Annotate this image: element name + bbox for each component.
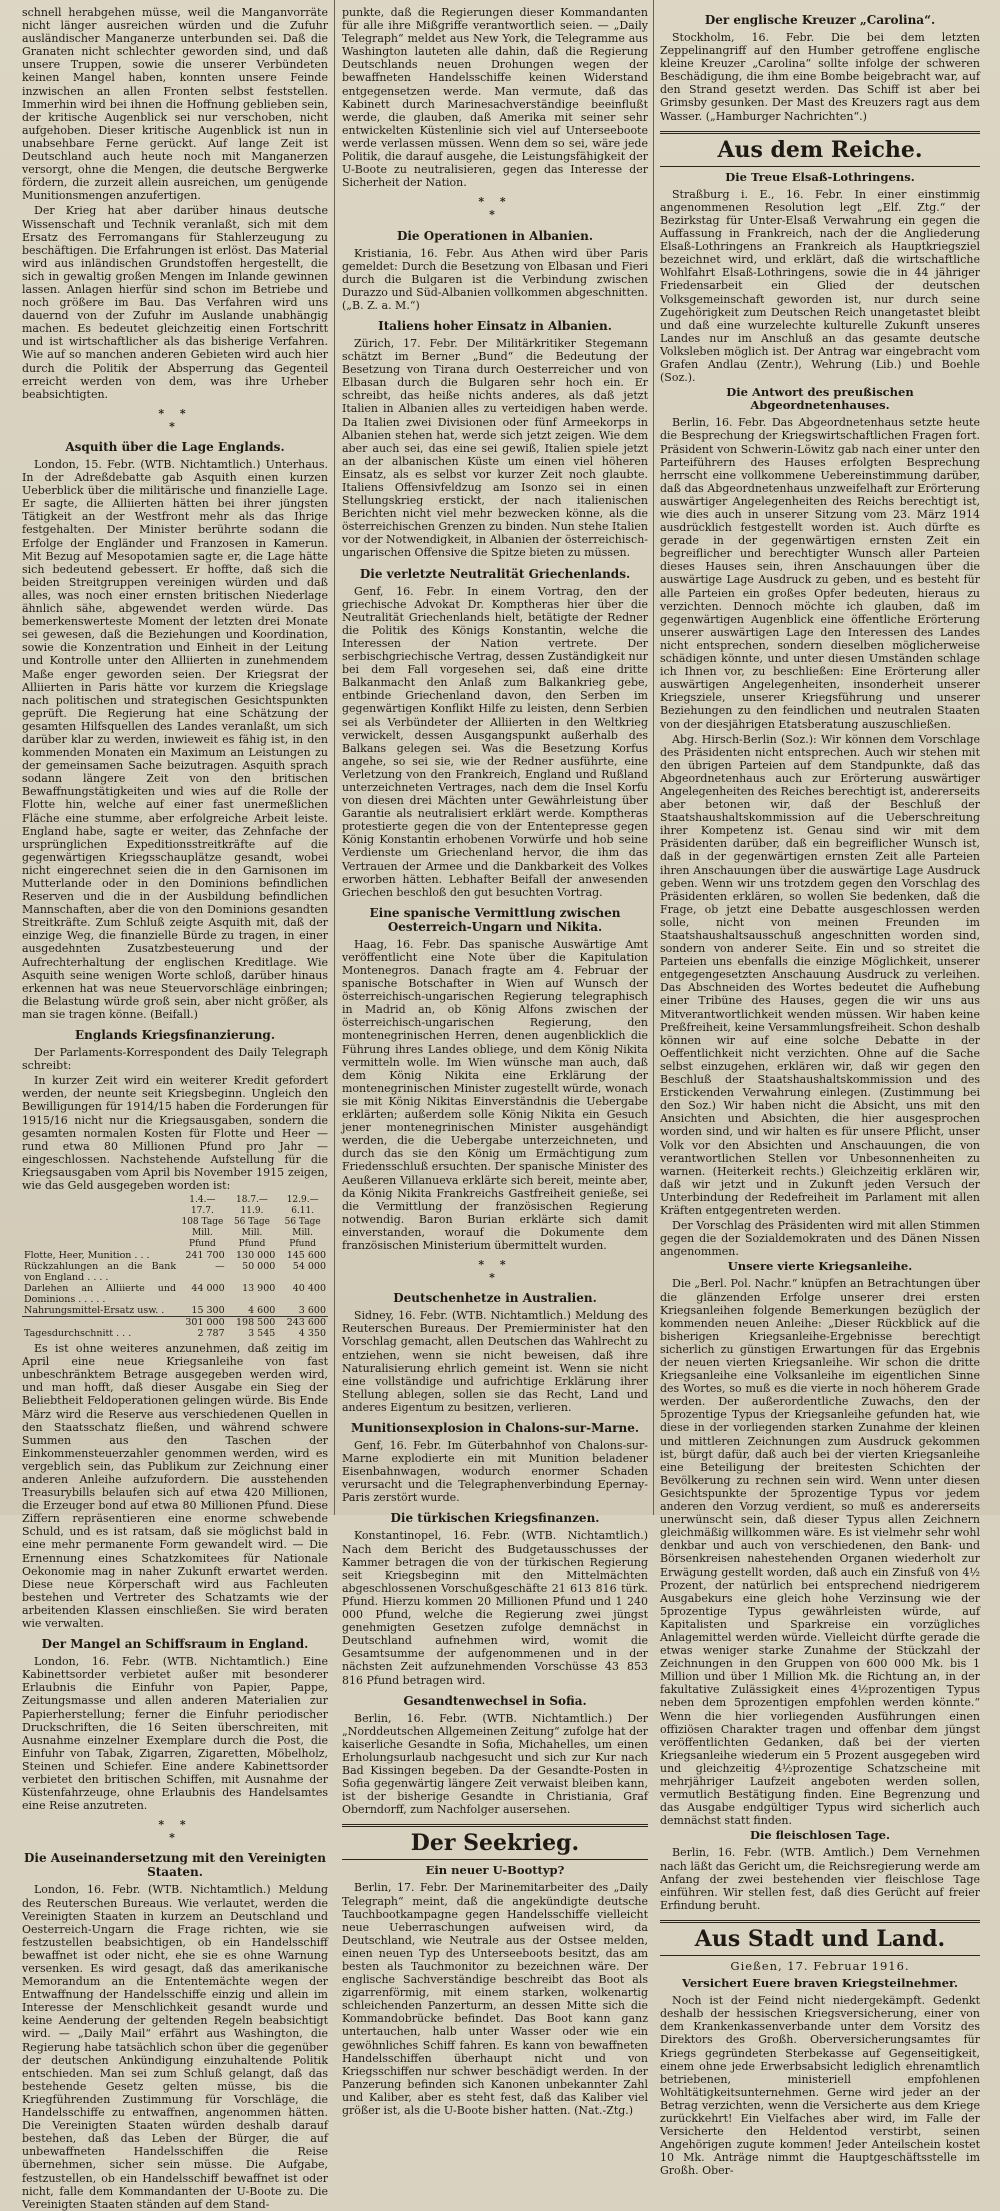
column-rule	[334, 0, 335, 1515]
article-headline: Asquith über die Lage Englands.	[65, 440, 285, 454]
column-3	[660, 0, 980, 2178]
table-row: Darlehen an Alliierte und Dominions . . . . . 44 000 13 900 40 400	[24, 1283, 326, 1306]
article-paragraph: Der Vorschlag des Präsidenten wird mit allen Stimmen gegen die der Sozialdemokraten und des Dänen Nissen angenommen.	[660, 1219, 980, 1259]
column-2	[342, 0, 648, 2118]
section-banner	[342, 1824, 648, 1860]
article-headline: Der Mangel an Schiffsraum in England.	[41, 1637, 309, 1652]
section-title: Aus dem Reiche.	[717, 136, 923, 163]
article-paragraph: Der Krieg hat aber darüber hinaus deutsche Wissenschaft und Technik veranlaßt, sich mit dem Ersatz des Ferromangans für Stahlerzeugung zu beschäftigen. Die Erfahrungen ist erlöst. Das Material wird aus inländischen Grundstoffen hergestellt, die sich in gewaltig großen Mengen im Inlande gewinnen lassen. Anlagen hierfür sind schon im Betriebe und noch größere im Bau. Das Verfahren wird uns dauernd von der Zufuhr im Auslande unabhängig machen. Es bedeutet gleichzeitig einen Fortschritt und ist wirtschaftlicher als das bisherige Verfahren. Wie auf so manchen anderen Gebieten wird auch hier durch die Politik der Absperrung das Gegenteil erreicht werden von dem, was ihre Urheber beabsichtigten.	[22, 204, 328, 401]
article-paragraph: In kurzer Zeit wird ein weiterer Kredit gefordert werden, der neunte seit Kriegsbeginn. Ungleich den Bewilligungen für 1914/15 haben die Forderungen für 1915/16 nicht nur die Kriegsausgaben, sondern die gesamten normalen Kosten für Flotte und Heer — rund etwa 80 Millionen Pfund pro Jahr — eingeschlossen. Nachstehende Aufstellung für die Kriegsausgaben vom April bis November 1915 zeigen, wie das Geld ausgegeben worden ist:	[22, 1074, 328, 1192]
section-divider: * * *	[158, 406, 192, 433]
table-row: Tagesdurchschnitt . . . 2 787 3 545 4 350	[24, 1328, 326, 1340]
article-paragraph: Berlin, 16. Febr. (WTB. Amtlich.) Dem Vernehmen nach läßt das Gericht um, die Reichsregierung werde am Anfang der zwei bestehenden vier fleischlose Tage einführen. Wir stellen fest, daß dies Gerücht auf freier Erfindung beruht.	[660, 1846, 980, 1912]
article-paragraph: London, 15. Febr. (WTB. Nichtamtlich.) Unterhaus. In der Adreßdebatte gab Asquith einen kurzen Ueberblick über die militärische und finanzielle Lage. Er sagte, die Alliierten hätten bei ihrer jüngsten Tätigkeit an der Westfront mehr als das Ihrige festgehalten. Der Minister berührte sodann die Erfolge der Engländer und Franzosen in Kamerun. Mit Bezug auf Mesopotamien sagte er, die Lage hätte sich bedeutend gebessert. Er hoffte, daß sich die beiden Streitgruppen vereinigen würden und daß alles, was noch einer ernsten britischen Niederlage ähnlich sähe, abgewendet werden würde. Das bemerkenswerteste Moment der letzten drei Monate sei gewesen, daß die Beziehungen und Koordination, sowie die Konzentration und Einheit in der Leitung und Kontrolle unter den Alliierten in zunehmendem Maße enger geworden seien. Der Kriegsrat der Alliierten in Paris hätte vor kurzem die Kriegslage nach politischen und strategischen Gesichtspunkten geprüft. Die Regierung hat eine Schätzung der gesamten Hilfsquellen des Landes veranlaßt, um sich darüber klar zu werden, inwieweit es fähig ist, in den kommenden Monaten ein Maximum an Leistungen zu der gemeinsamen Sache beizutragen. Asquith sprach sodann längere Zeit von den britischen Bewaffnungstätigkeiten und wies auf die Rolle der Flotte hin, welche auf einer fast unermeßlichen Fläche eine stumme, aber erfolgreiche Arbeit leiste. England habe, sagte er weiter, das Zehnfache der ursprünglichen Expeditionsstreitkräfte auf die gegenwärtigen Kriegsschauplätze gesandt, wobei nicht eingerechnet seien die in den Garnisonen im Mutterlande oder in den Dominions befindlichen Reserven und die in der Ausbildung befindlichen Mannschaften, aber die von den Dominions gesandten Streitkräfte. Zum Schluß zeigte Asquith mit, daß der einzige Weg, die finanzielle Bürde zu tragen, in einer ausgedehnten Zusatzbesteuerung und der Aufrechterhaltung der englischen Kreditlage. Wie Asquith seine wenigen Worte schloß, darüber hinaus erkennen hat was neue Steuervorschläge einbringen; die Belastung würde groß sein, aber nicht größer, als man sie tragen könne. (Beifall.)	[22, 458, 328, 1021]
article-headline: Versichert Euere braven Kriegsteilnehmer.	[681, 1976, 959, 1991]
article-headline: Gesandtenwechsel in Sofia.	[403, 1693, 587, 1708]
table-header: 12.9.—6.11. 56 Tage Mill. Pfund	[284, 1195, 321, 1250]
article-headline: Deutschenhetze in Australien.	[393, 1291, 597, 1306]
article-headline: Der englische Kreuzer „Carolina“.	[704, 13, 936, 27]
article-paragraph: Berlin, 17. Febr. Der Marinemitarbeiter des „Daily Telegraph“ meint, daß die angekündigte deutsche Tauchbootkampagne gegen Handelsschiffe vielleicht neue Ueberraschungen aufweisen wird, da Deutschland, wie Neutrale aus der Ostsee melden, einen neuen Typ des Unterseeboots besitzt, das am besten als Tauchmonitor zu bezeichnen wäre. Der englische Sachverständige beschreibt das Boot als zigarrenförmig, mit einem starken, wolkenartig schleichenden Panzerturm, an dessen Mitte sich die Kommandobrücke befindet. Das Boot kann ganz untertauchen, halb unter Wasser oder wie ein gewöhnliches Schiff fahren. Es kann von bewaffneten Handelsschiffen überhaupt nicht und von Kriegsschiffen nur schwer beschädigt werden. In der Panzerung befinden sich Kanonen unbekannter Zahl und Kaliber, aber es steht fest, daß das Kaliber viel größer ist, als die U-Boote bisher hatten. (Nat.-Ztg.)	[342, 1881, 648, 2118]
column-rule	[653, 0, 654, 1515]
article-paragraph: Haag, 16. Febr. Das spanische Auswärtige Amt veröffentlicht eine Note über die Kapitulation Montenegros. Danach fragte am 4. Februar der spanische Botschafter in Wien auf Wunsch der österreichisch-ungarischen Regierung telegraphisch in Madrid an, ob König Alfons zwischen der österreichisch-ungarischen Regierung, den montenegrinischen Herren, denen augenblicklich die Führung ihres Landes obliege, und dem König Nikita vermitteln wolle. Im Wien wünsche man auch, daß dem König Nikita eine Erklärung der montenegrinischen Minister zugestellt würde, wonach sie mit König Nikitas Einverständnis die Uebergabe erklärten; außerdem solle König Nikita ein Gesuch jener montenegrinischen Minister ausgehändigt werden, die die Uebergabe unterzeichneten, und durch das sie den König um Ermächtigung zum Friedensschluß ersuchten. Der spanische Minister des Aeußeren Villanueva erklärte sich bereit, meinte aber, da König Nikita Frankreichs Gastfreiheit genieße, sei die Vermittlung der französischen Regierung notwendig. Baron Burian erklärte sich damit einverstanden, worauf die Dokumente dem französischen Ministerium übermittelt wurden.	[342, 937, 648, 1252]
section-divider: * * *	[158, 1818, 192, 1845]
article-paragraph: Zürich, 17. Febr. Der Militärkritiker Stegemann schätzt im Berner „Bund“ die Bedeutung der Besetzung von Tirana durch Oesterreicher und von Elbasan durch die Bulgaren sehr hoch ein. Er schreibt, das heiße nichts anderes, als daß jetzt Italien in Albanien alles zu verteidigen haben werde. Da Italien zwei Divisionen oder fünf Armeekorps in Albanien stehen hat, werde sich jetzt zeigen. Wie dem aber auch sei, das eine sei gewiß, Italien spiele jetzt an der albanischen Küste um einen viel höheren Einsatz, als es selbst vor kurzer Zeit noch glaubte. Italiens Offensivfeldzug am Isonzo sei in einen Stellungskrieg erstickt, der nach italienischen Berichten nicht viel mehr bezwecken könne, als die österreichischen Grenzen zu binden. Nun stehe Italien vor der Notwendigkeit, in Albanien der österreichisch-ungarischen Offensive die Spitze bieten zu müssen.	[342, 336, 648, 560]
article-paragraph: punkte, daß die Regierungen dieser Kommandanten für alle ihre Mißgriffe verantwortlich seien. — „Daily Telegraph“ meldet aus New York, die Telegramme aus Washington lauteten alle dahin, daß die Regierung Deutschlands neuen Drohungen wegen der bewaffneten Handelsschiffe keinen Widerstand entgegensetzen werde. Man vermute, daß das Kabinett durch Marinesachverständige beeinflußt werde, die glauben, daß Amerika mit seiner sehr entwickelten Küstenlinie sich viel auf Unterseeboote werde verlassen müssen. Wenn dem so sei, wäre jede Politik, die darauf ausgehe, die Leistungsfähigkeit der U-Boote zu neutralisieren, gegen das Interesse der Sicherheit der Nation.	[342, 6, 648, 190]
article-headline: Unsere vierte Kriegsanleihe.	[727, 1259, 913, 1274]
dateline: Gießen, 17. Februar 1916.	[730, 1958, 910, 1973]
table-row: Flotte, Heer, Munition . . . 241 700 130 000 145 600	[24, 1250, 326, 1262]
table-row: Rückzahlungen an die Bank von England . . . . — 50 000 54 000	[24, 1261, 326, 1284]
article-headline: Eine spanische Vermittlung zwischen Oesterreich-Ungarn und Nikita.	[369, 905, 621, 934]
article-paragraph: Der Parlaments-Korrespondent des Daily Telegraph schreibt:	[22, 1046, 328, 1073]
article-headline: Ein neuer U-Boottyp?	[425, 1863, 565, 1878]
article-headline: Munitionsexplosion in Chalons-sur-Marne.	[350, 1421, 640, 1435]
article-paragraph: Berlin, 16. Febr. Das Abgeordnetenhaus setzte heute die Besprechung der Kriegswirtschaftlichen Fragen fort. Präsident von Schwerin-Löwitz gab nach einer unter den Parteiführern des Hauses erfolgten Besprechung herrscht eine vollkommene Uebereinstimmung darüber, daß das Abgeordnetenhaus unzweifelhaft zur Erörterung auswärtiger Angelegenheiten des Reichs berechtigt ist, wie dies auch in unserer Sitzung vom 23. März 1914 ausdrücklich festgestellt worden ist. Auch dürfte es gerade in der gegenwärtigen ernsten Zeit ein begreiflicher und berechtigter Wunsch aller Parteien dieses Hauses sein, ihren Anschauungen über die auswärtige Lage Ausdruck zu geben, und es besteht für alle Parteien ein großes Opfer bedeuten, hieraus zu verzichten. Dennoch möchte ich glauben, daß im gegenwärtigen Augenblick eine öffentliche Erörterung unserer auswärtigen Lage den Interessen des Landes nicht entsprechen, sondern dieselben möglicherweise schädigen könnte, und unter diesen Umständen schlage ich Ihnen vor, zu beschließen: Eine Erörterung aller auswärtigen Angelegenheiten, insonderheit unserer Kriegsziele, unserer Kriegsführung und unserer Beziehungen zu den feindlichen und neutralen Staaten von der diesjährigen Etatsberatung auszuschließen.	[660, 416, 980, 731]
table-row-total: 301 000 198 500 243 600	[22, 1317, 328, 1329]
table-header: 1.4.—17.7. 108 Tage Mill. Pfund	[181, 1195, 224, 1250]
finance-table	[22, 1195, 328, 1339]
article-headline: Die Antwort des preußischen Abgeordnetenhauses.	[726, 385, 914, 413]
article-paragraph: London, 16. Febr. (WTB. Nichtamtlich.) Meldung des Reuterschen Bureaus. Wie verlautet, werden die Vereinigten Staaten in kurzem an Deutschland und Oesterreich-Ungarn die Frage richten, wie sie festzustellen beabsichtigen, ob ein Handelsschiff bewaffnet ist oder nicht, ehe sie es ohne Warnung versenken. Es wird gesagt, daß das amerikanische Memorandum an die Ententemächte wegen der Entwaffnung der Handelsschiffe einzig und allein im Interesse der Menschlichkeit gesandt wurde und keine Aenderung der geltenden Regeln beabsichtigt wird. — „Daily Mail“ erfährt aus Washington, die Regierung habe tatsächlich schon über die gegenüber der deutschen Ankündigung einzuhaltende Politik entschieden. Man sei zum Schluß gelangt, daß das bestehende Gesetz gelten müsse, bis die Kriegführenden Zustimmung für Vorschläge, die Handelsschiffe zu entwaffnen, angenommen hätten. Die Vereinigten Staaten würden deshalb darauf bestehen, daß das Leben der Bürger, die auf unbewaffneten Handelsschiffen die Reise übernehmen, sicher sein müsse. Die Aufgabe, festzustellen, ob ein Handelsschiff bewaffnet ist oder nicht, falle dem Kommandanten der U-Boote zu. Die Vereinigten Staaten ständen auf dem Stand-	[22, 1883, 328, 2211]
article-headline: Die fleischlosen Tage.	[749, 1828, 890, 1843]
article-headline: Die Treue Elsaß-Lothringens.	[725, 169, 915, 184]
article-paragraph: Sidney, 16. Febr. (WTB. Nichtamtlich.) Meldung des Reuterschen Bureaus. Der Premierminister hat den Vorschlag gemacht, allen Deutschen das Wahlrecht zu entziehen, wenn sie nicht beweisen, daß ihre Naturalisierung ehrlich gemeint ist. Wenn sie nicht eine vollständige und aufrichtige Erklärung ihrer Stellung ablegen, sollen sie das Recht, Land und anderes Eigentum zu besitzen, verlieren.	[342, 1309, 648, 1414]
article-headline: Die verletzte Neutralität Griechenlands.	[359, 566, 631, 581]
section-title: Der Seekrieg.	[410, 1830, 580, 1857]
article-headline: Die türkischen Kriegsfinanzen.	[390, 1511, 600, 1526]
article-headline: Die Auseinandersetzung mit den Vereinigten Staaten.	[24, 1851, 326, 1880]
section-divider: * * *	[478, 1258, 512, 1285]
column-1	[22, 0, 328, 2211]
section-title: Aus Stadt und Land.	[694, 1925, 946, 1952]
article-headline: Die Operationen in Albanien.	[396, 228, 594, 243]
article-headline: Italiens hoher Einsatz in Albanien.	[378, 318, 612, 333]
article-paragraph: Abg. Hirsch-Berlin (Soz.): Wir können dem Vorschlage des Präsidenten nicht entsprechen. Auch wir stehen mit den übrigen Parteien auf dem Standpunkte, daß das Abgeordnetenhaus auch zur Erörterung auswärtiger Angelegenheiten des Reiches berechtigt ist, andererseits aber betonen wir, daß der Beschluß der Staatshaushaltskommission auf die Ueberschreitung ihrer Kompetenz ist. Genau sind wir mit dem Präsidenten darüber, daß ein begreiflicher Wunsch ist, daß in der gegenwärtigen ernsten Zeit alle Parteien ihren Anschauungen über die auswärtige Lage Ausdruck geben. Wenn wir uns trotzdem gegen den Vorschlag des Präsidenten erklären, so wollen Sie bedenken, daß die Frage, ob jetzt eine Debatte ausgeschlossen werden solle, nicht von meinen Freunden im Staatshaushaltsausschuß angeschnitten worden sind, sondern von anderer Seite. Ein und so streitet die Parteien uns ebenfalls die einzige Möglichkeit, unserer entgegengesetzten Anschauung Ausdruck zu verleihen. Das Abschneiden des Wortes bedeutet die Aufhebung einer Tribüne des Hauses, gegen die wir uns aus Mitverantwortlichkeit wenden müssen. Wir haben keine Preßfreiheit, keine Versammlungsfreiheit. Schon deshalb können wir auf eine solche Debatte in der Oeffentlichkeit nicht verzichten. Ohne auf die Sache selbst einzugehen, erklären wir, daß wir gegen den Beschluß der Staatshaushaltskommission und des Erstickenden Verwahrung einlegen. (Zustimmung bei den Soz.) Wir haben nicht die Absicht, uns mit den Ansichten und Absichten, die hier ausgesprochen worden sind, und wir halten es für unsere Pflicht, unser Volk vor den Absichten und Anschauungen, die von verantwortlichen Stellen vor Unbesonnenheiten zu warnen. (Heiterkeit rechts.) Gleichzeitig erklären wir, daß wir jetzt und in Zukunft jeden Versuch der Unterbindung der Redefreiheit im Parlament mit allen Kräften entgegentreten werden.	[660, 732, 980, 1217]
table-row: Nahrungsmittel-Ersatz usw. . 15 300 4 600 3 600	[24, 1305, 326, 1317]
article-paragraph: Genf, 16. Febr. In einem Vortrag, den der griechische Advokat Dr. Komptheras hier über die Neutralität Griechenlands hielt, betätigte der Redner die Politik des Königs Konstantin, welche die Interessen der Nation vertrete. Der serbischgriechische Vertrag, dessen Zuständigkeit nur bei dem Fall vorgesehen sei, daß eine dritte Balkanmacht den Anlaß zum Balkankrieg gebe, entbinde Griechenland davon, den Serben im gegenwärtigen Konflikt Hilfe zu leisten, denn Serbien sei als Verbündeter der Alliierten in den Weltkrieg verwickelt, dessen Ausgangspunkt außerhalb des Balkans gelegen sei. Was die Besetzung Korfus angehe, so sei sie, wie der Redner ausführte, eine Verletzung von den Frankreich, England und Rußland unterzeichneten Vertrages, nach dem die Insel Korfu von diesen drei Mächten unter Gewährleistung über Garantie als neutralisiert erklärt werde. Komptheras protestierte gegen die von der Ententepresse gegen König Konstantin erhobenen Vorwürfe und hob seine Verdienste um Griechenland hervor, die ihm das Vertrauen der Armee und die Dankbarkeit des Volkes erworben hätten. Lebhafter Beifall der anwesenden Griechen beschloß den gut besuchten Vortrag.	[342, 584, 648, 899]
article-paragraph: Es ist ohne weiteres anzunehmen, daß zeitig im April eine neue Kriegsanleihe von fast unbeschränktem Betrage ausgegeben werden wird, und man hofft, daß dieser Ausgabe ein Sieg der Beliebtheit Feldoperationen gelingen würde. Bis Ende März wird die Reserve aus verschiedenen Quellen in den Staatsschatz fließen, und während schwere Summen aus den Taschen der Einkommensteuerzahler genommen werden, wird es vergeblich sein, das Publikum zur Zeichnung einer anderen Anleihe aufzufordern. Die ausstehenden Treasurybills belaufen sich auf etwa 420 Millionen, die Erzeuger bond auf etwa 80 Millionen Pfund. Diese Ziffern repräsentieren eine enorme schwebende Schuld, und es ist ratsam, daß sie möglichst bald in eine mehr permanente Form gewandelt wird. — Die Ernennung eines Schatzkomitees für Nationale Oekonomie mag in naher Zukunft erwartet werden. Diese neue Körperschaft wird aus Fachleuten bestehen und Vertreter des Schatzamts wie der arbeitenden Klassen einschließen. Sie wird beraten wie verwalten.	[22, 1342, 328, 1631]
table-header: 18.7.—11.9. 56 Tage Mill. Pfund	[233, 1195, 271, 1250]
article-paragraph: Konstantinopel, 16. Febr. (WTB. Nichtamtlich.) Nach dem Bericht des Budgetausschusses der Kammer betragen die von der türkischen Regierung seit Kriegsbeginn mit den Mittelmächten abgeschlossenen Vorschußgeschäfte 21 613 816 türk. Pfund. Hierzu kommen 20 Millionen Pfund und 1 240 000 Pfund, welche die Regierung zwei jüngst genehmigten Gesetzen zufolge demnächst in Deutschland aufnehmen wird, womit die Gesamtsumme der aufgenommenen und in der nächsten Zeit aufzunehmenden Vorschüsse 43 853 816 Pfund betragen wird.	[342, 1529, 648, 1687]
article-headline: Englands Kriegsfinanzierung.	[74, 1028, 276, 1043]
article-paragraph: London, 16. Febr. (WTB. Nichtamtlich.) Eine Kabinettsorder verbietet außer mit besonderer Erlaubnis die Einfuhr von Papier, Pappe, Zeitungsmasse und allen anderen Materialien zur Papierherstellung; ferner die Einfuhr periodischer Druckschriften, die 16 Seiten überschreiten, mit Ausnahme einzelner Exemplare durch die Post, die Einfuhr von Tabak, Zigarren, Zigaretten, Möbelholz, Steinen und Schiefer. Eine andere Kabinettsorder verbietet den britischen Schiffen, mit Ausnahme der Küstenfahrzeuge, ohne Erlaubnis des Handelsamtes eine Reise anzutreten.	[22, 1655, 328, 1813]
article-paragraph: Kristiania, 16. Febr. Aus Athen wird über Paris gemeldet: Durch die Besetzung von Elbasan und Fieri durch die Bulgaren ist die Verbindung zwischen Durazzo und Süd-Albanien vollkommen abgeschnitten. („B. Z. a. M.“)	[342, 246, 648, 312]
article-paragraph: Straßburg i. E., 16. Febr. In einer einstimmig angenommenen Resolution legt „Elf. Ztg.“ der Bezirkstag für Unter-Elsaß Verwahrung ein gegen die Auffassung in Frankreich, nach der die Angliederung Elsaß-Lothringens an Frankreich als Hauptkriegsziel bezeichnet wird, und erklärt, daß die wirtschaftliche Wohlfahrt Elsaß-Lothringens, sowie die in 44 jähriger Friedensarbeit ein Glied der deutschen Volksgemeinschaft geworden ist, nur durch seine Zugehörigkeit zum Deutschen Reich unangetastet bleibt und daß eine wurzelechte kulturelle Zukunft unseres Landes nur im Anschluß an das gesamte deutsche Volksleben möglich ist. Der Antrag war eingebracht vom Grafen Andlau (Zentr.), Wehrung (Lib.) und Boehle (Soz.).	[660, 187, 980, 385]
article-paragraph: Die „Berl. Pol. Nachr.“ knüpfen an Betrachtungen über die glänzenden Erfolge unserer drei ersten Kriegsanleihen folgende Bemerkungen bezüglich der kommenden neuen Anleihe: „Dieser Rückblick auf die bisherigen Kriegsanleihe-Ergebnisse berechtigt sicherlich zu günstigen Erwartungen für das Ergebnis der neuen vierten Kriegsanleihe. Wir schon die dritte Kriegsanleihe eine Volksanleihe im eigentlichen Sinne des Wortes, so muß es die vierte in noch höherem Grade werden. Der außerordentliche Zuwachs, den der 5prozentige Typus der Kriegsanleihe gefunden hat, wie diese in der vorliegenden starken Zunahme der kleinen und mittleren Zeichnungen zum Ausdruck gekommen ist, bürgt dafür, daß auch bei der vierten Kriegsanleihe eine Beteiligung der breitesten Schichten der Bevölkerung zu rechnen sein wird. Wenn unter diesen Gesichtspunkte der 5prozentige Typus vor jedem anderen den Vorzug verdient, so muß es andererseits unerwünscht sein, daß dieser Typus allen Zeichnern gleichmäßig willkommen wäre. Es ist vielmehr sehr wohl denkbar und auch von verschiedenen, den Bank- und Börsenkreisen nahestehenden Organen wiederholt zur Erwägung gestellt worden, daß auch ein Zinsfuß von 4½ Prozent, der natürlich bei entsprechend niedrigerem Ausgabekurs eine gleich hohe Verzinsung wie der 5prozentige Typus gewährleisten würde, auf Kapitalisten und Sparkreise ein vorzügliches Anlagemittel werden würde. Vielleicht dürfte gerade die etwas weniger starke Zunahme der Stückzahl der Zeichnungen in den Gruppen von 600 000 Mk. bis 1 Million und über 1 Million Mk. die Richtung an, in der fakultative Zulässigkeit eines 4½prozentigen Typus neben dem 5prozentigen empfohlen werden könnte.“ Wenn die hier vorliegenden Ausführungen einen offiziösen Charakter tragen und offenbar dem jüngst veröffentlichten Gedanken, daß bei der vierten Kriegsanleihe wiederum ein 5 Prozent ausgegeben wird und gleichzeitig 4½prozentige Schatzscheine mit mehrjähriger Laufzeit angeboten werden sollen, vermutlich Bestätigung finden. Eine Begrenzung und das Ausgabe endgültiger Typus wird sicherlich auch demnächst statt finden.	[660, 1277, 980, 1828]
article-paragraph: Stockholm, 16. Febr. Die bei dem letzten Zeppelinangriff auf den Humber getroffene englische kleine Kreuzer „Carolina“ sollte infolge der schweren Beschädigung, die ihm eine Bombe beigebracht war, auf den Strand gesetzt werden. Das Schiff ist aber bei Grimsby gesunken. Der Mast des Kreuzers ragt aus dem Wasser. („Hamburger Nachrichten“.)	[660, 31, 980, 123]
article-paragraph: Genf, 16. Febr. Im Güterbahnhof von Chalons-sur-Marne explodierte ein mit Munition beladener Eisenbahnwagen, wodurch enormer Schaden verursacht und die Telegraphenverbindung Epernay-Paris zerstört wurde.	[342, 1439, 648, 1505]
section-banner	[660, 131, 980, 167]
article-paragraph: schnell herabgehen müsse, weil die Manganvorräte nicht länger ausreichen würden und die Zufuhr ausländischer Manganerze unterbunden sei. Daß die Granaten nicht schlechter geworden sind, und daß unsere Truppen, sowie die unserer Verbündeten keinen Mangel haben, konnten unsere Feinde inzwischen an allen Fronten selbst feststellen. Immerhin wird bei ihnen die Hoffnung geblieben sein, der kritische Augenblick sei nur verschoben, nicht aufgehoben. Dieser kritische Augenblick ist nun in unabsehbare Ferne gerückt. Auf lange Zeit ist Deutschland auch heute noch mit Manganerzen versorgt, ohne die Mengen, die deutsche Bergwerke fördern, die zurzeit allein ausreichen, um genügende Munitionsmengen anzufertigen.	[22, 6, 328, 203]
article-paragraph: Berlin, 16. Febr. (WTB. Nichtamtlich.) Der „Norddeutschen Allgemeinen Zeitung“ zufolge hat der kaiserliche Gesandte in Sofia, Michahelles, um einen Erholungsurlaub nachgesucht und sich zur Kur nach Bad Kissingen begeben. Da der Gesandte-Posten in Sofia gegenwärtig längere Zeit verwaist bleiben kann, ist der bisherige Gesandte in Christiania, Graf Oberndorff, zum Nachfolger ausersehen.	[342, 1711, 648, 1817]
section-divider: * * *	[478, 195, 512, 222]
table-header-row	[22, 1195, 328, 1250]
section-banner	[660, 1920, 980, 1956]
article-paragraph: Noch ist der Feind nicht niedergekämpft. Gedenkt deshalb der hessischen Kriegsversicherung, einer von dem Krankenkassenverbande unter dem Vorsitz des Direktors des Großh. Oberversicherungsamtes für Kriegs gegründeten Sterbekasse auf Gegenseitigkeit, einem ohne jede Erwerbsabsicht lediglich ehrenamtlich betriebenen, ministeriell empfohlenen Wohltätigkeitsunternehmen. Gerne wird jeder an der Betrag verzichten, wenn die Versicherte aus dem Kriege zurückkehrt! Ein Vielfaches aber wird, im Falle der Versicherte den Heldentod verstirbt, seinen Angehörigen zugute kommen! Jeder Anteilschein kostet 10 Mk. Anträge nimmt die Hauptgeschäftsstelle im Großh. Ober-	[660, 1994, 980, 2178]
